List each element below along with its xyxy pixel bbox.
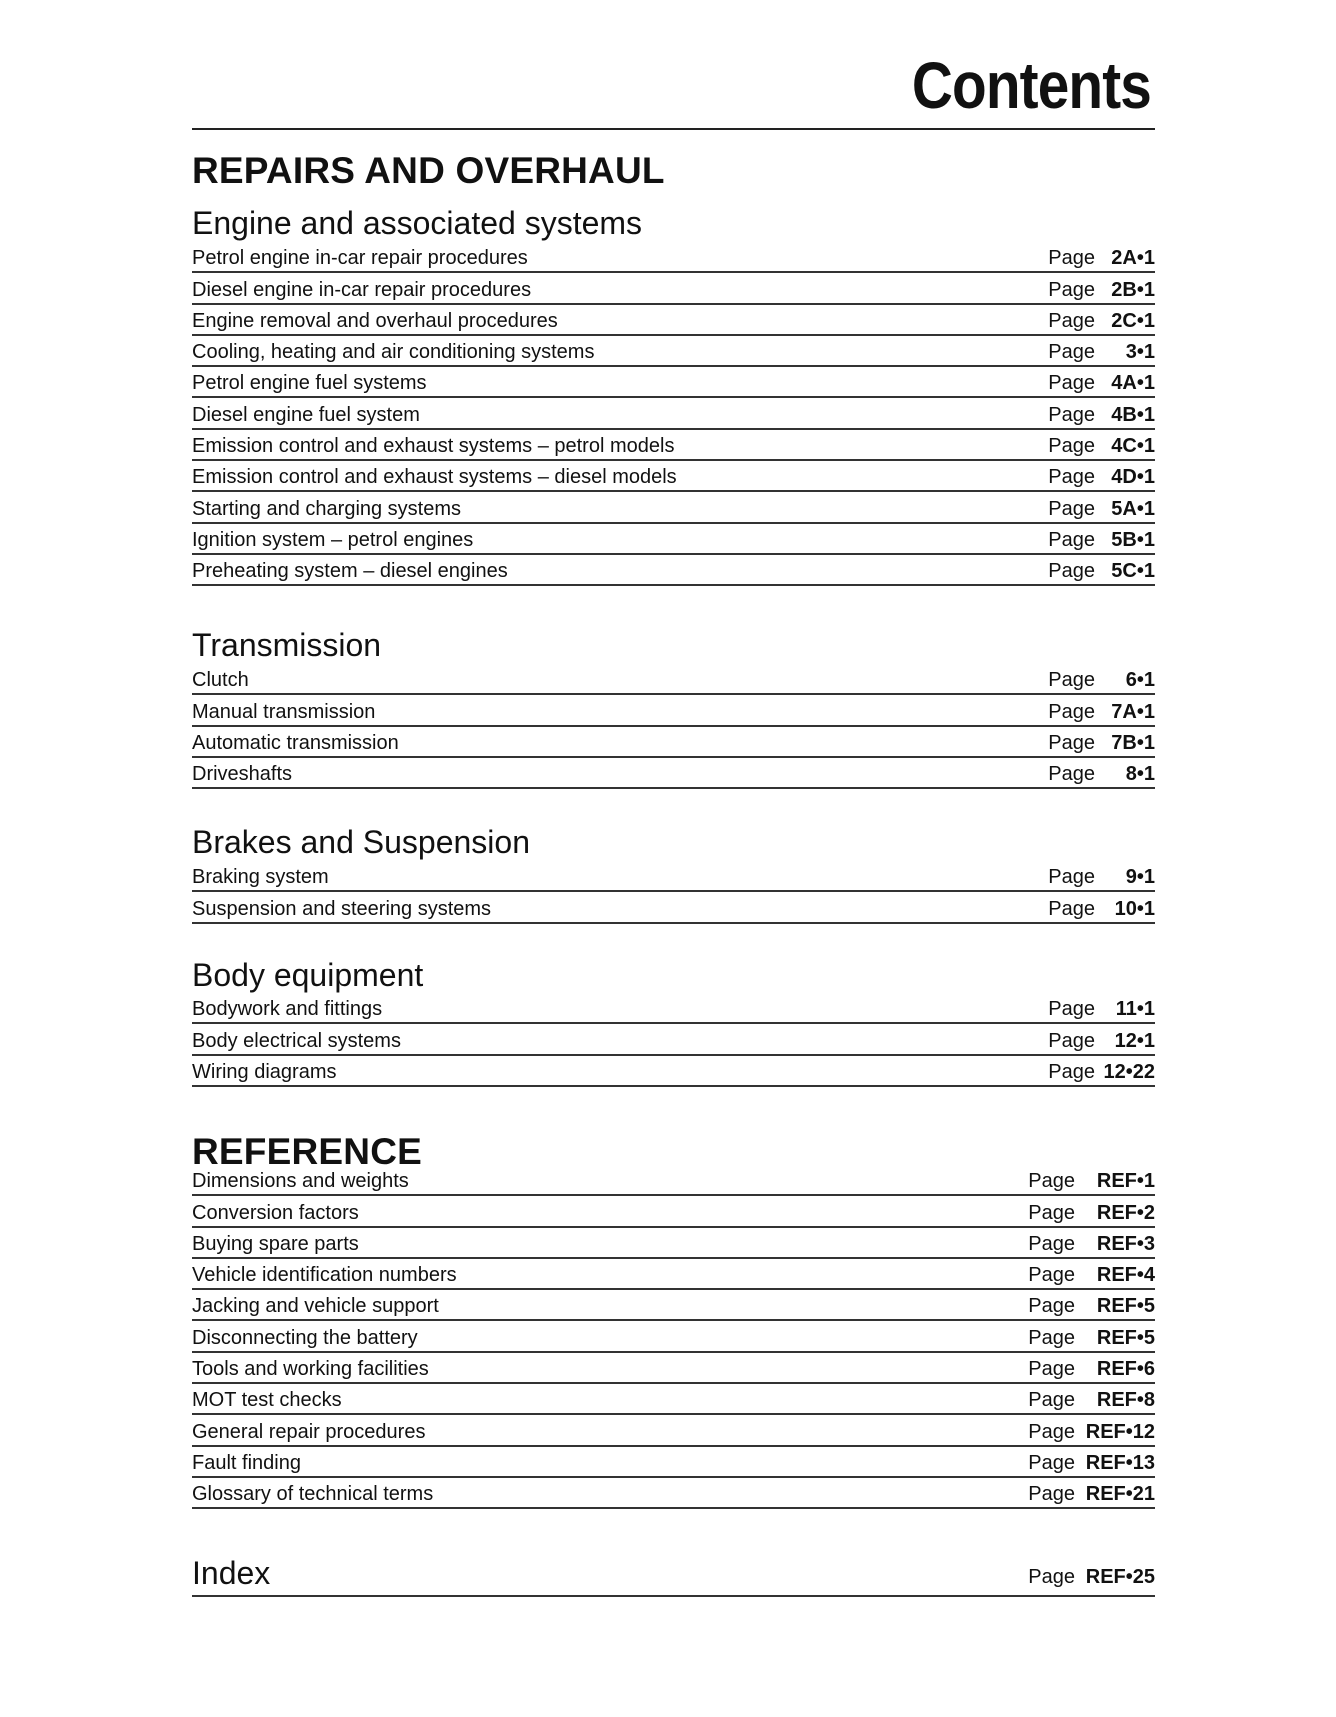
toc-entry-label: Glossary of technical terms — [192, 1483, 434, 1506]
toc-entry-label: Automatic transmission — [192, 731, 399, 754]
toc-entry[interactable] — [192, 461, 1155, 492]
toc-entry[interactable] — [192, 758, 1155, 789]
toc-list-reference — [192, 1165, 1155, 1509]
page-reference: 11•1 — [1115, 998, 1155, 1021]
toc-entry-label: Wiring diagrams — [192, 1060, 337, 1083]
page-word: Page — [1048, 466, 1095, 489]
toc-list-transmission — [192, 664, 1155, 789]
page-word: Page — [1028, 1232, 1075, 1255]
page-word: Page — [1048, 897, 1095, 920]
toc-entry-label: Starting and charging systems — [192, 497, 462, 520]
toc-entry-label: Braking system — [192, 866, 329, 889]
toc-entry-label: Conversion factors — [192, 1201, 359, 1224]
page-reference: 2B•1 — [1111, 278, 1155, 301]
toc-entry[interactable] — [192, 273, 1155, 304]
toc-entry[interactable] — [192, 305, 1155, 336]
toc-entry-label: Clutch — [192, 669, 249, 692]
toc-entry[interactable] — [192, 1196, 1155, 1227]
page-reference: 2A•1 — [1111, 247, 1155, 270]
toc-entry[interactable] — [192, 336, 1155, 367]
page-reference: 12•1 — [1114, 1029, 1155, 1052]
toc-entry[interactable] — [192, 367, 1155, 398]
toc-entry-label: Vehicle identification numbers — [192, 1264, 457, 1287]
page-word: Page — [1028, 1483, 1075, 1506]
toc-entry-index[interactable] — [192, 1553, 1155, 1597]
page-reference: 10•1 — [1114, 897, 1155, 920]
page-word: Page — [1048, 763, 1095, 786]
page-reference: 4B•1 — [1111, 403, 1155, 426]
toc-entry[interactable] — [192, 727, 1155, 758]
toc-entry[interactable] — [192, 398, 1155, 429]
toc-entry-label: Dimensions and weights — [192, 1170, 409, 1193]
page-reference: 3•1 — [1125, 341, 1155, 364]
toc-entry[interactable] — [192, 524, 1155, 555]
toc-entry[interactable] — [192, 1165, 1155, 1196]
page-word: Page — [1048, 669, 1095, 692]
page-reference: 7B•1 — [1111, 731, 1155, 754]
page-reference: REF•5 — [1096, 1326, 1155, 1349]
toc-entry[interactable] — [192, 1447, 1155, 1478]
page-word: Page — [1028, 1420, 1075, 1443]
page-word: Page — [1048, 247, 1095, 270]
page-reference: 5B•1 — [1111, 528, 1155, 551]
toc-entry[interactable] — [192, 1321, 1155, 1352]
page-title: Contents — [911, 48, 1151, 122]
toc-entry[interactable] — [192, 993, 1155, 1024]
section-heading-brakes: Brakes and Suspension — [192, 824, 530, 860]
page-reference: REF•4 — [1096, 1264, 1155, 1287]
page-word: Page — [1048, 528, 1095, 551]
page-reference: 5C•1 — [1111, 560, 1155, 583]
page-reference: 4C•1 — [1111, 435, 1155, 458]
page-word: Page — [1028, 1170, 1075, 1193]
toc-entry[interactable] — [192, 861, 1155, 892]
toc-entry[interactable] — [192, 492, 1155, 523]
toc-entry-label: Cooling, heating and air conditioning systems — [192, 341, 595, 364]
page-reference: REF•3 — [1096, 1232, 1155, 1255]
page-word: Page — [1048, 372, 1095, 395]
toc-entry-label: Disconnecting the battery — [192, 1326, 418, 1349]
page-reference: 4A•1 — [1111, 372, 1155, 395]
toc-entry-label: Fault finding — [192, 1451, 301, 1474]
toc-entry[interactable] — [192, 555, 1155, 586]
page-word: Page — [1028, 1264, 1075, 1287]
toc-entry[interactable] — [192, 1353, 1155, 1384]
toc-list-engine — [192, 242, 1155, 586]
toc-entry-label: Bodywork and fittings — [192, 998, 383, 1021]
page-reference: REF•1 — [1096, 1170, 1155, 1193]
page-reference: REF•2 — [1096, 1201, 1155, 1224]
page-word: Page — [1048, 341, 1095, 364]
toc-entry[interactable] — [192, 1478, 1155, 1509]
page-word: Page — [1048, 309, 1095, 332]
toc-entry[interactable] — [192, 430, 1155, 461]
toc-entry-label: Suspension and steering systems — [192, 897, 492, 920]
toc-entry-label: Engine removal and overhaul procedures — [192, 309, 558, 332]
section-heading-body: Body equipment — [192, 957, 424, 993]
toc-list-brakes — [192, 861, 1155, 924]
section-heading-transmission: Transmission — [192, 627, 382, 663]
toc-entry-label: Buying spare parts — [192, 1232, 359, 1255]
page-reference: 8•1 — [1125, 763, 1155, 786]
toc-entry[interactable] — [192, 1024, 1155, 1055]
toc-entry[interactable] — [192, 892, 1155, 923]
part-heading-reference: REFERENCE — [192, 1131, 422, 1172]
page-reference: 2C•1 — [1111, 309, 1155, 332]
page-word: Page — [1028, 1295, 1075, 1318]
page-word: Page — [1048, 560, 1095, 583]
page-word: Page — [1048, 435, 1095, 458]
page-word: Page — [1048, 497, 1095, 520]
page-word: Page — [1028, 1389, 1075, 1412]
part-heading-repairs: REPAIRS AND OVERHAUL — [192, 150, 665, 191]
page-reference: REF•5 — [1096, 1295, 1155, 1318]
toc-entry[interactable] — [192, 1415, 1155, 1446]
page-reference: REF•8 — [1096, 1389, 1155, 1412]
toc-entry-label: Jacking and vehicle support — [192, 1295, 439, 1318]
page-reference: REF•6 — [1096, 1358, 1155, 1381]
page-reference: REF•21 — [1085, 1483, 1155, 1506]
toc-entry[interactable] — [192, 1290, 1155, 1321]
page-reference: REF•12 — [1085, 1420, 1155, 1443]
page-word: Page — [1028, 1326, 1075, 1349]
toc-entry-label: Emission control and exhaust systems – diesel models — [192, 466, 677, 489]
page-word: Page — [1028, 1566, 1075, 1588]
toc-entry[interactable] — [192, 1384, 1155, 1415]
page-word: Page — [1048, 1060, 1095, 1083]
page-word: Page — [1028, 1358, 1075, 1381]
toc-entry[interactable] — [192, 664, 1155, 695]
toc-entry-label: Petrol engine fuel systems — [192, 372, 427, 395]
toc-entry[interactable] — [192, 695, 1155, 726]
page-word: Page — [1048, 1029, 1095, 1052]
page-reference: 12•22 — [1103, 1060, 1155, 1083]
toc-entry-label: Ignition system – petrol engines — [192, 528, 474, 551]
page-reference: REF•13 — [1085, 1451, 1155, 1474]
toc-entry-label: Body electrical systems — [192, 1029, 401, 1052]
page-word: Page — [1048, 278, 1095, 301]
section-heading-engine: Engine and associated systems — [192, 205, 643, 241]
toc-entry-label: Emission control and exhaust systems – petrol models — [192, 435, 675, 458]
page-reference: 6•1 — [1125, 669, 1155, 692]
toc-entry-label: Manual transmission — [192, 700, 376, 723]
title-divider — [192, 128, 1155, 130]
toc-entry[interactable] — [192, 1228, 1155, 1259]
toc-entry-label: Preheating system – diesel engines — [192, 560, 508, 583]
index-page — [1028, 1567, 1155, 1589]
page-reference: REF•25 — [1085, 1566, 1155, 1588]
toc-entry[interactable] — [192, 242, 1155, 273]
page-word: Page — [1048, 403, 1095, 426]
page-reference: 9•1 — [1125, 866, 1155, 889]
page-word: Page — [1028, 1451, 1075, 1474]
page-reference: 4D•1 — [1111, 466, 1155, 489]
toc-entry[interactable] — [192, 1056, 1155, 1087]
page-word: Page — [1048, 998, 1095, 1021]
toc-entry-label: Tools and working facilities — [192, 1358, 429, 1381]
toc-entry-label: MOT test checks — [192, 1389, 342, 1412]
index-label: Index — [192, 1555, 271, 1591]
page-reference: 5A•1 — [1111, 497, 1155, 520]
toc-list-body — [192, 993, 1155, 1087]
page-word: Page — [1048, 866, 1095, 889]
page-word: Page — [1048, 731, 1095, 754]
toc-entry-label: Petrol engine in-car repair procedures — [192, 247, 528, 270]
toc-entry[interactable] — [192, 1259, 1155, 1290]
page-word: Page — [1048, 700, 1095, 723]
page-reference: 7A•1 — [1111, 700, 1155, 723]
page-word: Page — [1028, 1201, 1075, 1224]
toc-entry-label: Diesel engine in-car repair procedures — [192, 278, 532, 301]
toc-entry-label: Diesel engine fuel system — [192, 403, 420, 426]
toc-entry-label: General repair procedures — [192, 1420, 426, 1443]
toc-entry-label: Driveshafts — [192, 763, 293, 786]
